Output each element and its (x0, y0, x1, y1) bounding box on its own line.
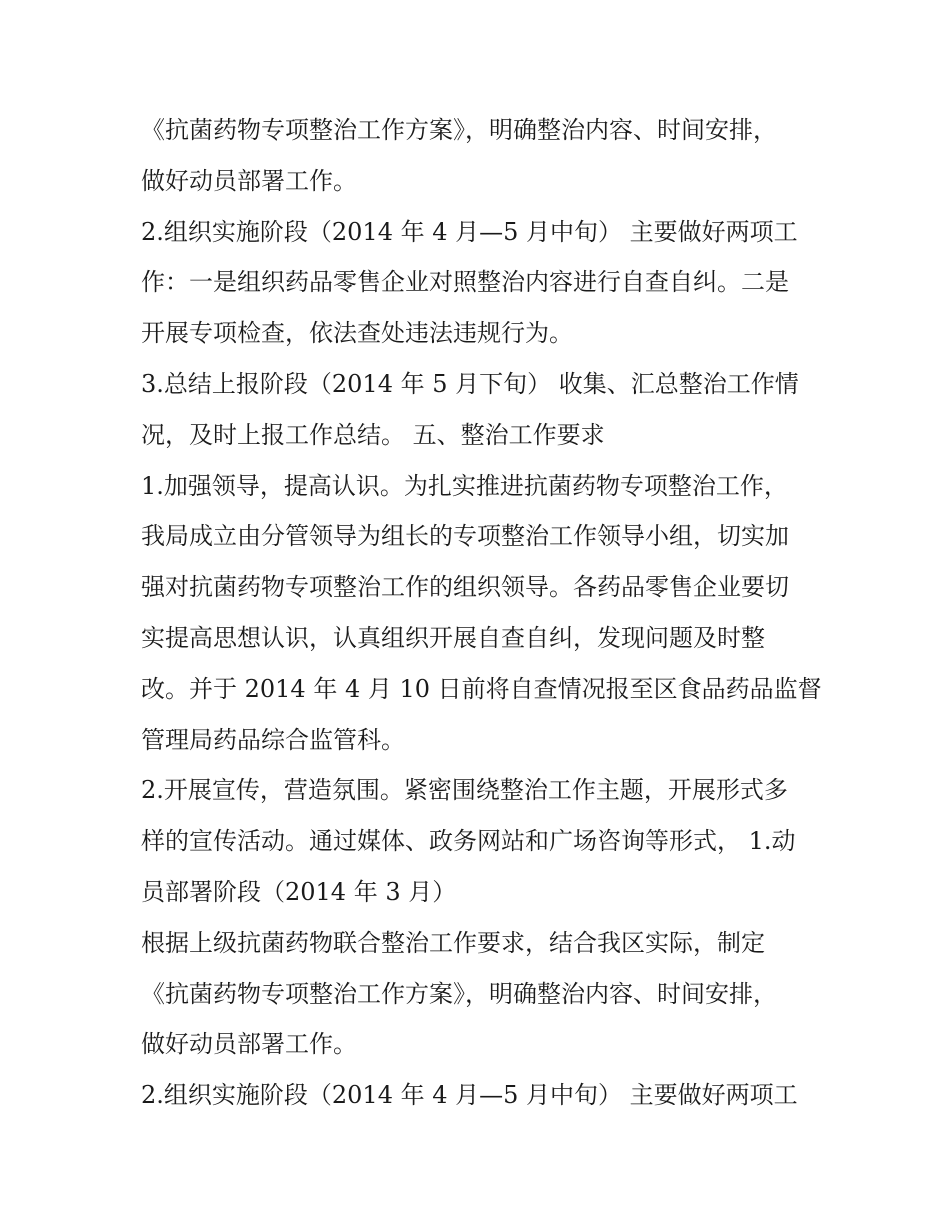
text-line: 做好动员部署工作。 (141, 166, 357, 195)
text-line: 《抗菌药物专项整治工作方案》，明确整治内容、时间安排， (141, 116, 777, 144)
text-line: 管理局药品综合监管科。 (141, 725, 405, 754)
text-line: 作：一是组织药品零售企业对照整治内容进行自查自纠。二是 (141, 268, 789, 297)
text-line: 况，及时上报工作总结。 五、整治工作要求 (141, 420, 605, 449)
text-line: 开展专项检查，依法查处违法违规行为。 (141, 319, 573, 348)
text-line: 2.组织实施阶段（2014 年 4 月—5 月中旬） 主要做好两项工 (141, 217, 798, 246)
text-line: 做好动员部署工作。 (141, 1030, 357, 1059)
text-line: 强对抗菌药物专项整治工作的组织领导。各药品零售企业要切 (141, 573, 789, 602)
text-line: 样的宣传活动。通过媒体、政务网站和广场咨询等形式， 1.动 (141, 827, 796, 856)
text-line: 3.总结上报阶段（2014 年 5 月下旬） 收集、汇总整治工作情 (141, 369, 799, 398)
body-text (141, 105, 841, 1121)
text-line: 改。并于 2014 年 4 月 10 日前将自查情况报至区食品药品监督 (141, 674, 822, 703)
text-line: 2.组织实施阶段（2014 年 4 月—5 月中旬） 主要做好两项工 (141, 1081, 798, 1110)
text-line: 《抗菌药物专项整治工作方案》，明确整治内容、时间安排， (141, 979, 777, 1008)
text-line: 1.加强领导，提高认识。为扎实推进抗菌药物专项整治工作， (141, 471, 788, 500)
text-line: 2.开展宣传，营造氛围。紧密围绕整治工作主题，开展形式多 (141, 776, 788, 805)
text-line: 员部署阶段（2014 年 3 月） (141, 877, 457, 906)
text-line: 我局成立由分管领导为组长的专项整治工作领导小组，切实加 (141, 522, 789, 551)
text-line: 根据上级抗菌药物联合整治工作要求，结合我区实际，制定 (141, 928, 765, 957)
text-line: 实提高思想认识，认真组织开展自查自纠，发现问题及时整 (141, 623, 765, 652)
